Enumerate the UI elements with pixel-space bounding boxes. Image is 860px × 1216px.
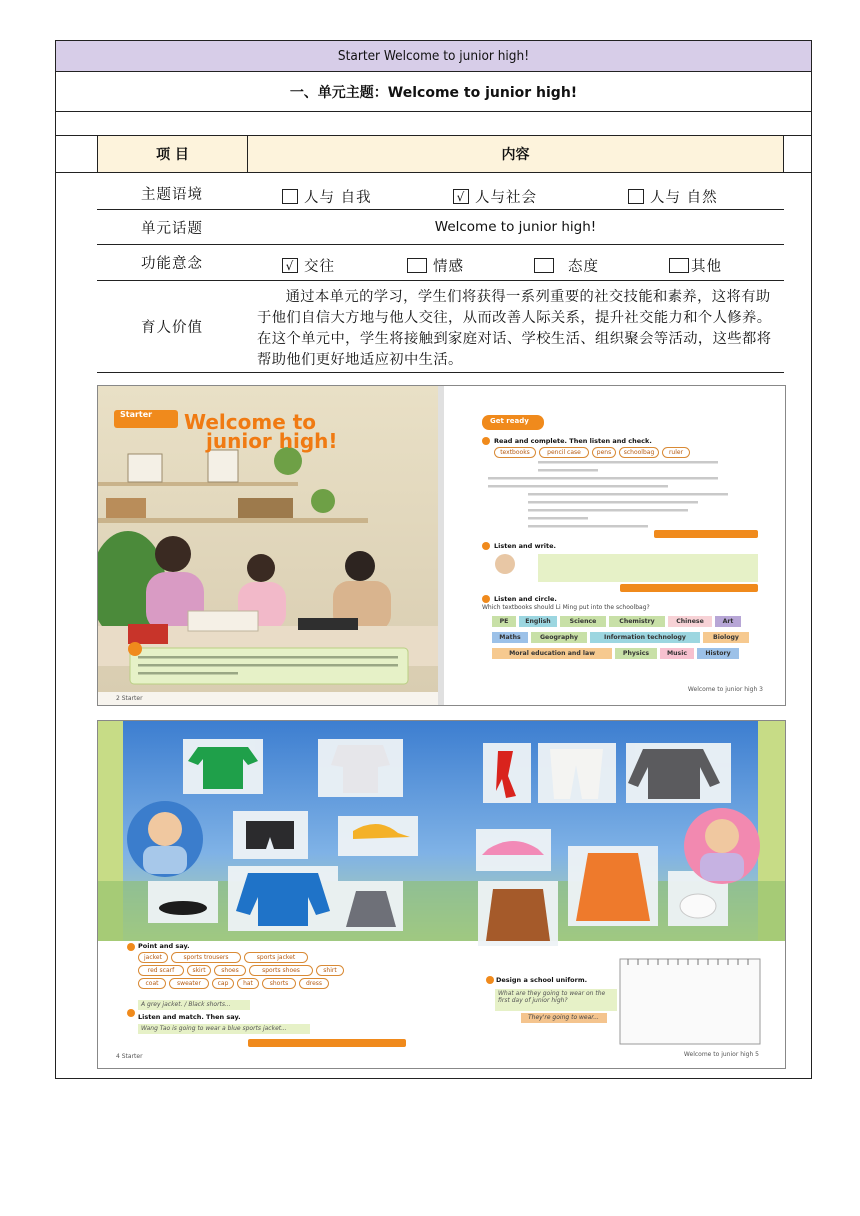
checkbox[interactable] <box>407 258 427 273</box>
subject-tag[interactable]: Physics <box>615 648 657 659</box>
subject-tag[interactable]: Information technology <box>590 632 700 643</box>
option-emotion[interactable] <box>407 255 464 276</box>
answer-c: They're going to wear... <box>528 1014 599 1021</box>
word-pill: pencil case <box>539 447 589 458</box>
page-footer-right: Welcome to junior high 3 <box>687 686 763 693</box>
row-context <box>97 178 784 210</box>
option-self[interactable] <box>282 186 372 207</box>
subject-tag[interactable]: Geography <box>531 632 587 643</box>
subject-tag[interactable]: Chinese <box>668 616 712 627</box>
page-title: Starter Welcome to junior high! <box>56 41 811 72</box>
page-footer-right: Welcome to junior high 5 <box>683 1051 759 1058</box>
spread-heading-line1: Welcome to <box>184 410 317 434</box>
option-label: 情感 <box>433 259 464 275</box>
option-communication[interactable] <box>282 255 335 276</box>
clothes-pill: hat <box>237 978 259 989</box>
option-label: 态度 <box>568 259 599 275</box>
option-attitude[interactable] <box>534 255 599 276</box>
row-topic <box>97 210 784 245</box>
textbook-spread-2 <box>97 720 786 1069</box>
subject-tag[interactable]: Science <box>560 616 606 627</box>
option-label: 人与社会 <box>475 190 537 206</box>
value-cell <box>247 281 784 372</box>
option-label: 人与 自我 <box>304 190 372 206</box>
exercise-1-title: Read and complete. Then listen and check. <box>494 437 652 445</box>
clothes-pill: sports shoes <box>249 965 313 976</box>
header-item: 项 目 <box>97 136 247 172</box>
clothes-pill: sweater <box>169 978 209 989</box>
subject-tag[interactable]: Art <box>715 616 741 627</box>
clothes-pill: shorts <box>262 978 296 989</box>
row-label: 育人价值 <box>141 320 203 336</box>
row-label: 主题语境 <box>141 187 203 203</box>
exercise-a-title: Point and say. <box>138 942 190 950</box>
clothes-pill: cap <box>212 978 234 989</box>
question-c: What are they going to wear on the first day of junior high? <box>498 990 606 1004</box>
subject-tag[interactable]: PE <box>492 616 516 627</box>
subject-tag[interactable]: Maths <box>492 632 528 643</box>
checkbox-checked[interactable]: √ <box>282 258 298 273</box>
word-pill: textbooks <box>494 447 536 458</box>
option-label: 其他 <box>691 259 722 275</box>
clothes-pill: sports jacket <box>244 952 308 963</box>
page-footer-left: 2 Starter <box>116 695 143 702</box>
clothes-pill: dress <box>299 978 329 989</box>
word-pill: ruler <box>662 447 690 458</box>
clothes-pill: skirt <box>187 965 211 976</box>
subject-tag[interactable]: Moral education and law <box>492 648 612 659</box>
unit-theme: 一、单元主题：Welcome to junior high! <box>56 72 811 112</box>
subject-tag[interactable]: Music <box>660 648 694 659</box>
checkbox[interactable] <box>628 189 644 204</box>
checkbox-checked[interactable]: √ <box>453 189 469 204</box>
clothes-pill: jacket <box>138 952 168 963</box>
header-content: 内容 <box>247 136 784 172</box>
option-label: 交往 <box>304 259 335 275</box>
row-label: 单元话题 <box>141 220 203 237</box>
subject-tag[interactable]: History <box>697 648 739 659</box>
word-pill: schoolbag <box>619 447 659 458</box>
clothes-pill: coat <box>138 978 166 989</box>
option-label: 人与 自然 <box>650 190 718 206</box>
subject-tag[interactable]: Chemistry <box>609 616 665 627</box>
lesson-plan-frame <box>55 40 812 1079</box>
exercise-3-question: Which textbooks should Li Ming put into the schoolbag? <box>482 604 650 611</box>
clothes-pill: sports trousers <box>171 952 241 963</box>
page-footer-left: 4 Starter <box>116 1053 143 1060</box>
row-value <box>97 281 784 373</box>
row-function <box>97 245 784 281</box>
starter-tag: Starter <box>120 410 153 419</box>
checkbox[interactable] <box>534 258 554 273</box>
exercise-2-title: Listen and write. <box>494 542 556 550</box>
spread-heading-line2: junior high! <box>206 429 338 453</box>
clothes-pill: shoes <box>214 965 246 976</box>
checkbox[interactable] <box>282 189 298 204</box>
exercise-3-title: Listen and circle. <box>494 595 557 603</box>
get-ready-label: Get ready <box>490 417 529 425</box>
value-paragraph: 通过本单元的学习，学生们将获得一系列重要的社交技能和素养，这将有助于他们自信大方地与他人交往，从而改善人际关系，提升社交能力和个人修养。在这个单元中，学生将接触到家庭对话、学校生活、组织聚会等活动，这些都将帮助他们更好地适应初中生活。 <box>257 289 772 368</box>
example-a: A grey jacket. / Black shorts... <box>141 1001 231 1008</box>
table-header <box>56 136 811 173</box>
exercise-c-title: Design a school uniform. <box>496 976 588 984</box>
clothes-pill: shirt <box>316 965 344 976</box>
example-b: Wang Tao is going to wear a blue sports jacket... <box>141 1025 287 1032</box>
row-label: 功能意念 <box>141 256 203 272</box>
checkbox[interactable] <box>669 258 689 273</box>
clothes-pill: red scarf <box>138 965 184 976</box>
blank-row <box>56 112 811 136</box>
word-pill: pens <box>592 447 616 458</box>
topic-value: Welcome to junior high! <box>434 219 597 235</box>
option-other[interactable] <box>669 255 722 276</box>
exercise-b-title: Listen and match. Then say. <box>138 1013 241 1021</box>
textbook-spread-1 <box>97 385 786 706</box>
option-nature[interactable] <box>628 186 718 207</box>
option-society[interactable] <box>453 186 537 207</box>
subject-tag[interactable]: English <box>519 616 557 627</box>
subject-tag[interactable]: Biology <box>703 632 749 643</box>
